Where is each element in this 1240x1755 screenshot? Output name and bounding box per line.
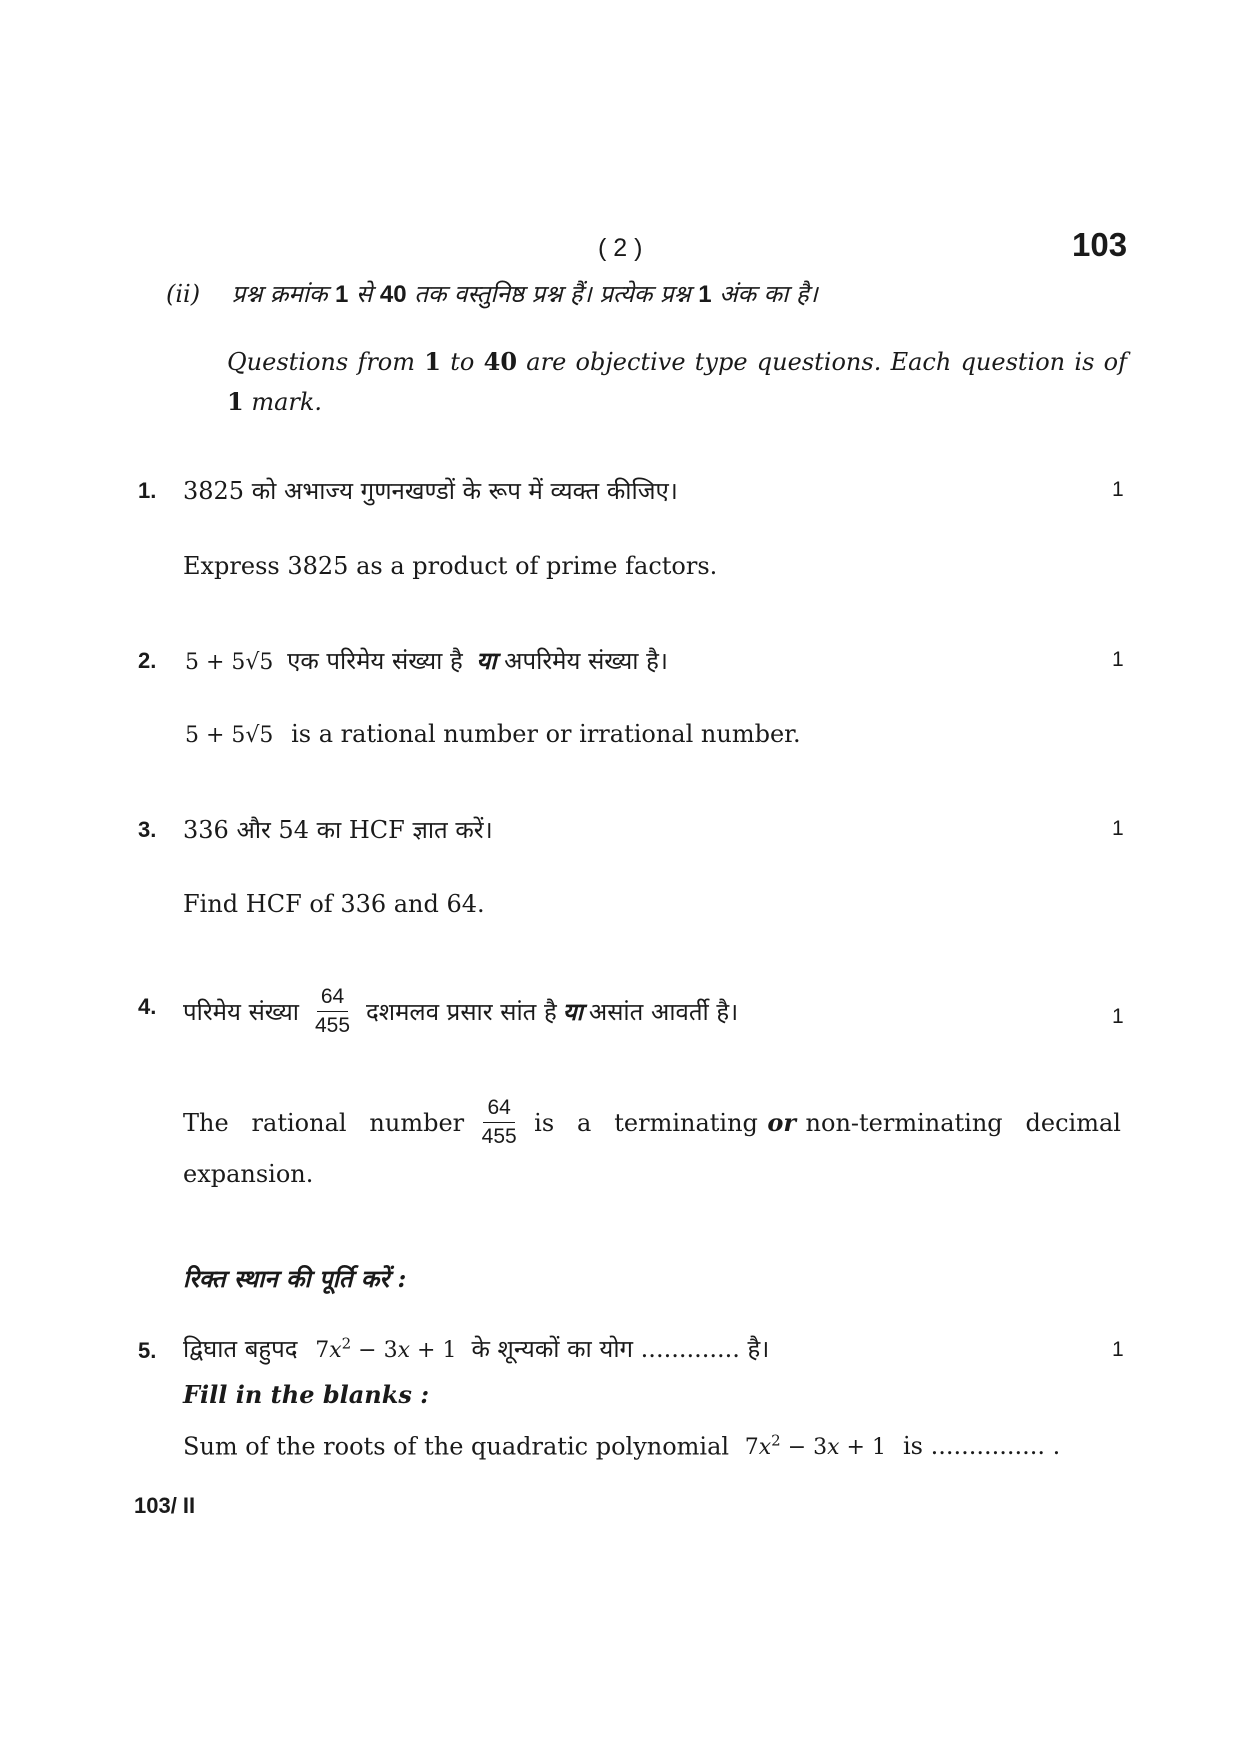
eng-poly-end: + 1 [846, 1435, 886, 1461]
poly-exp: 2 [341, 1334, 352, 1353]
instruction-eng-n3: 1 [227, 387, 244, 416]
question-4-english-fraction-numerator: 64 [483, 1096, 514, 1123]
question-3-hindi: 336 और 54 का HCF ज्ञात करें। [183, 816, 493, 844]
instruction-eng-n2: 40 [483, 347, 518, 376]
question-4-fraction-numerator: 64 [317, 985, 348, 1012]
instruction-hindi-n1: 1 [335, 281, 349, 308]
poly-rest: − 3 [358, 1338, 398, 1363]
poly-var2: x [397, 1338, 411, 1363]
question-5-english-polynomial [744, 1432, 893, 1461]
question-4-number: 4. [138, 994, 157, 1019]
instruction-hindi-c: तक वस्तुनिष्ठ प्रश्न हैं। प्रत्येक प्रश्न [414, 280, 691, 308]
question-2-hindi [185, 644, 668, 677]
question-5-english-a: Sum of the roots of the quadratic polynomial [183, 1432, 730, 1461]
instruction-marker: (ii) [166, 280, 201, 308]
instruction-hindi [166, 277, 818, 310]
question-4-english-c: non-terminating decimal [805, 1108, 1121, 1137]
question-1-english: Express 3825 as a product of prime factors. [183, 552, 718, 580]
instruction-hindi-b: से [356, 280, 373, 308]
eng-poly-exp: 2 [771, 1432, 781, 1450]
instruction-hindi-d: अंक का है। [719, 280, 818, 308]
question-2-hindi-b: अपरिमेय संख्या है। [504, 647, 668, 675]
eng-poly-rest: − 3 [787, 1435, 828, 1461]
question-2-hindi-or: या [476, 646, 497, 675]
instruction-hindi-n2: 40 [379, 281, 407, 308]
question-1-number: 1. [138, 478, 157, 503]
question-3-english: Find HCF of 336 and 64. [183, 890, 485, 918]
question-4-hindi [183, 985, 738, 1038]
question-1-marks: 1 [1112, 478, 1124, 501]
question-2-english-text: is a rational number or irrational number. [291, 720, 801, 748]
instruction-eng-c: are objective type questions. Each question is of [526, 348, 1127, 376]
question-4-english-fraction [478, 1096, 521, 1149]
question-4-english [183, 1096, 1121, 1149]
question-4-hindi-or: या [562, 997, 583, 1027]
question-4-english-fraction-denominator: 455 [481, 1125, 517, 1149]
question-2-marks: 1 [1112, 648, 1124, 671]
page-number: ( 2 ) [598, 234, 643, 262]
question-4-english-a: The rational number [183, 1108, 465, 1137]
question-5-hindi-a: द्विघात बहुपद [183, 1335, 298, 1363]
footer-code: 103/ II [134, 1493, 196, 1518]
question-2-hindi-math: 5 + 5√5 [185, 650, 274, 675]
question-5-english-heading: Fill in the blanks : [183, 1380, 430, 1409]
instruction-eng-b: to [450, 348, 475, 376]
instruction-hindi-n3: 1 [698, 281, 712, 308]
eng-poly-var: x [758, 1435, 772, 1461]
poly-var: x [329, 1338, 342, 1363]
question-5-hindi-b: के शून्यकों का योग ............. है। [471, 1335, 770, 1363]
question-5-english-b: is ............... . [902, 1432, 1061, 1461]
instruction-english [227, 342, 1127, 422]
instruction-eng-n1: 1 [424, 347, 441, 376]
poly-end: + 1 [417, 1338, 457, 1363]
question-3-number: 3. [138, 817, 157, 842]
eng-poly-coef: 7 [744, 1435, 759, 1461]
question-2-number: 2. [138, 648, 157, 673]
question-4-english-b: is a terminating [534, 1108, 758, 1137]
question-5-marks: 1 [1112, 1338, 1124, 1361]
question-2-english-math: 5 + 5√5 [185, 723, 274, 748]
question-1-hindi: 3825 को अभाज्य गुणनखण्डों के रूप में व्यक्त कीजिए। [183, 477, 678, 505]
question-4-english-d: expansion. [183, 1160, 314, 1188]
question-4-fraction-denominator: 455 [314, 1014, 351, 1038]
instruction-eng-a: Questions from [227, 348, 416, 376]
question-4-fraction [311, 985, 354, 1038]
question-4-marks: 1 [1112, 1005, 1124, 1028]
instruction-hindi-a: प्रश्न क्रमांक [231, 280, 328, 308]
question-5-polynomial [315, 1334, 463, 1363]
poly-coef: 7 [315, 1338, 330, 1363]
question-5-english [183, 1432, 1060, 1460]
instruction-eng-d: mark. [251, 388, 323, 416]
question-2-hindi-a: एक परिमेय संख्या है [287, 647, 463, 675]
question-4-hindi-b: दशमलव प्रसार सांत है [366, 998, 557, 1027]
question-4-english-or: or [767, 1108, 797, 1138]
question-5-number: 5. [138, 1338, 157, 1363]
question-4-hindi-a: परिमेय संख्या [183, 998, 299, 1027]
question-2-english [185, 720, 801, 748]
eng-poly-var2: x [827, 1435, 840, 1461]
question-5-hindi [183, 1332, 769, 1365]
section-heading: रिक्त स्थान की पूर्ति करें : [183, 1264, 407, 1293]
paper-code: 103 [1072, 226, 1128, 263]
question-3-marks: 1 [1112, 817, 1124, 840]
question-4-hindi-c: असांत आवर्ती है। [588, 998, 739, 1027]
